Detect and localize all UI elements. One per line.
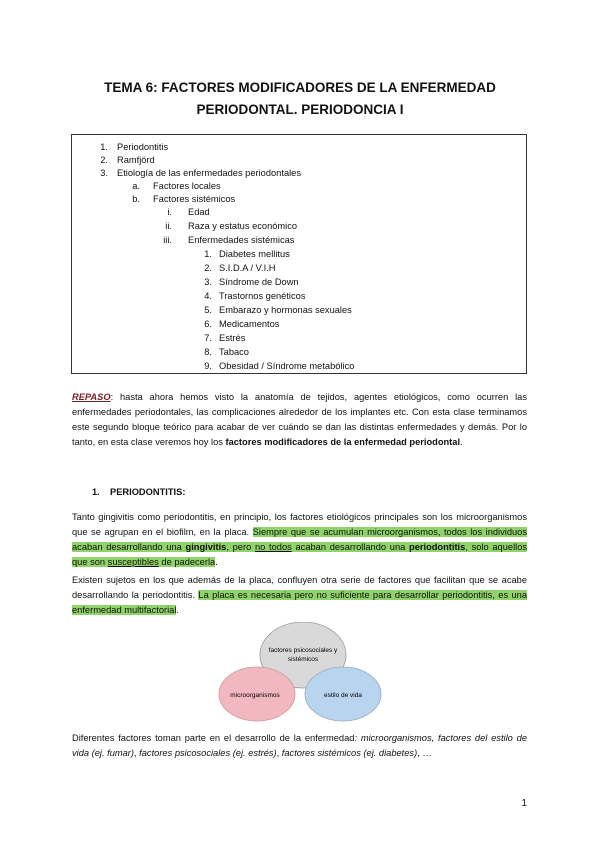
toc-num: 5. (204, 305, 212, 315)
p3-i2: factores psicosociales (ej. estrés) (139, 748, 277, 758)
p1-h1f: , solo aquellos que son (72, 542, 528, 567)
p2-text: Existen sujetos en los que además de la placa, confluyen otra serie de factores que facilitan que se acabe desarrollando la periodontitis. (72, 575, 527, 600)
p1-h1u: no todos (254, 542, 292, 552)
p1-text: Tanto gingivitis como periodontitis, en principio, los factores etiológicos principales son los microorganismos que se agrupan en el biofilm, en la placa. (72, 512, 527, 537)
toc-item: Ramfjörd (117, 155, 155, 165)
venn-top-label-2: sistémicos (287, 656, 319, 663)
repaso-paragraph (72, 390, 527, 450)
p1-h1d: acaban desarrollando una (291, 542, 410, 552)
toc-num: i. (167, 207, 172, 217)
p3-i1: : microorganismos, factores del estilo de vida (ej. fumar) (72, 733, 527, 758)
paragraph-3 (72, 731, 527, 761)
toc-num: iii. (163, 235, 172, 245)
toc-item: Embarazo y hormonas sexuales (219, 305, 352, 315)
p1-h1b: gingivitis (185, 542, 227, 552)
section-title: PERIODONTITIS: (110, 487, 186, 497)
page-title (60, 77, 540, 121)
toc-num: 3. (204, 277, 212, 287)
toc-item: Etiología de las enfermedades periodontales (117, 168, 301, 178)
title-line-1: TEMA 6: FACTORES MODIFICADORES DE LA ENFERMEDAD (104, 80, 496, 95)
venn-top-label-1: factores psicosociales y (268, 647, 338, 654)
p2-end: . (176, 605, 179, 615)
toc-item: Edad (188, 207, 210, 217)
toc-num: 2. (204, 263, 212, 273)
repaso-end: . (460, 437, 463, 447)
venn-left-label: microorganismos (230, 692, 280, 699)
section-number: 1. (92, 487, 100, 497)
toc-item: Medicamentos (219, 319, 280, 329)
p1-h1g: susceptibles (107, 557, 159, 567)
p3-t2: , (134, 748, 140, 758)
toc-item: Tabaco (219, 347, 249, 357)
p1-h1h: de padecerla (158, 557, 216, 567)
page-number: 1 (521, 798, 527, 809)
toc-num: ii. (165, 221, 172, 231)
toc-item: Trastornos genéticos (219, 291, 306, 301)
paragraph-2 (72, 573, 527, 618)
p2-highlight: La placa es necesaria pero no suficiente para desarrollar periodontitis, es una enfermedad multifactorial (72, 590, 527, 615)
toc-num: 4. (204, 291, 212, 301)
toc-num: 8. (204, 347, 212, 357)
p3-i3: factores sistémicos (ej. diabetes) (281, 748, 418, 758)
toc-num: 3. (100, 168, 108, 178)
toc-item: Periodontitis (117, 142, 169, 152)
toc-num: b. (132, 194, 140, 204)
toc-num: 1. (204, 249, 212, 259)
p3-t1: Diferentes factores toman parte en el desarrollo de la enfermedad (72, 733, 355, 743)
p1-h1: Siempre que se acumulan microorganismos, todos los individuos acaban desarrollando una (72, 527, 527, 552)
toc-item: Factores locales (153, 181, 221, 191)
p1-h1e: periodontitis (409, 542, 466, 552)
p3-t3: , (276, 748, 282, 758)
toc-item: Síndrome de Down (219, 277, 299, 287)
p3-t4: , … (417, 748, 432, 758)
title-line-2: PERIODONTAL. PERIODONCIA I (196, 102, 404, 117)
repaso-label: REPASO (72, 392, 111, 402)
repaso-bold: factores modificadores de la enfermedad periodontal (225, 437, 461, 447)
toc-item: Raza y estatus económico (188, 221, 298, 231)
repaso-text: : hasta ahora hemos visto la anatomía de tejidos, agentes etiológicos, como ocurren las enfermedades periodontales, las complicaciones alrededor de los implantes etc. Con esta clase terminamos este segundo bloque teórico para acabar de ver cuándo se dan las distintas enfermedades y demás. Por lo tanto, en esta clase veremos hoy los (72, 392, 527, 447)
p1-end: . (215, 557, 218, 567)
toc-num: 1. (100, 142, 108, 152)
table-of-contents (71, 134, 527, 374)
toc-item: Obesidad / Síndrome metabólico (219, 361, 355, 371)
toc-num: 6. (204, 319, 212, 329)
venn-diagram (210, 622, 395, 722)
toc-num: a. (132, 181, 140, 191)
paragraph-1 (72, 510, 527, 570)
toc-num: 7. (204, 333, 212, 343)
toc-item: Estrés (219, 333, 246, 343)
p1-h1c: , pero (226, 542, 255, 552)
toc-item: S.I.D.A / V.I.H (219, 263, 276, 273)
toc-item: Diabetes mellitus (219, 249, 290, 259)
toc-num: 2. (100, 155, 108, 165)
toc-item: Enfermedades sistémicas (188, 235, 295, 245)
toc-item: Factores sistémicos (153, 194, 236, 204)
venn-right-label: estilo de vida (324, 692, 362, 699)
toc-num: 9. (204, 361, 212, 371)
